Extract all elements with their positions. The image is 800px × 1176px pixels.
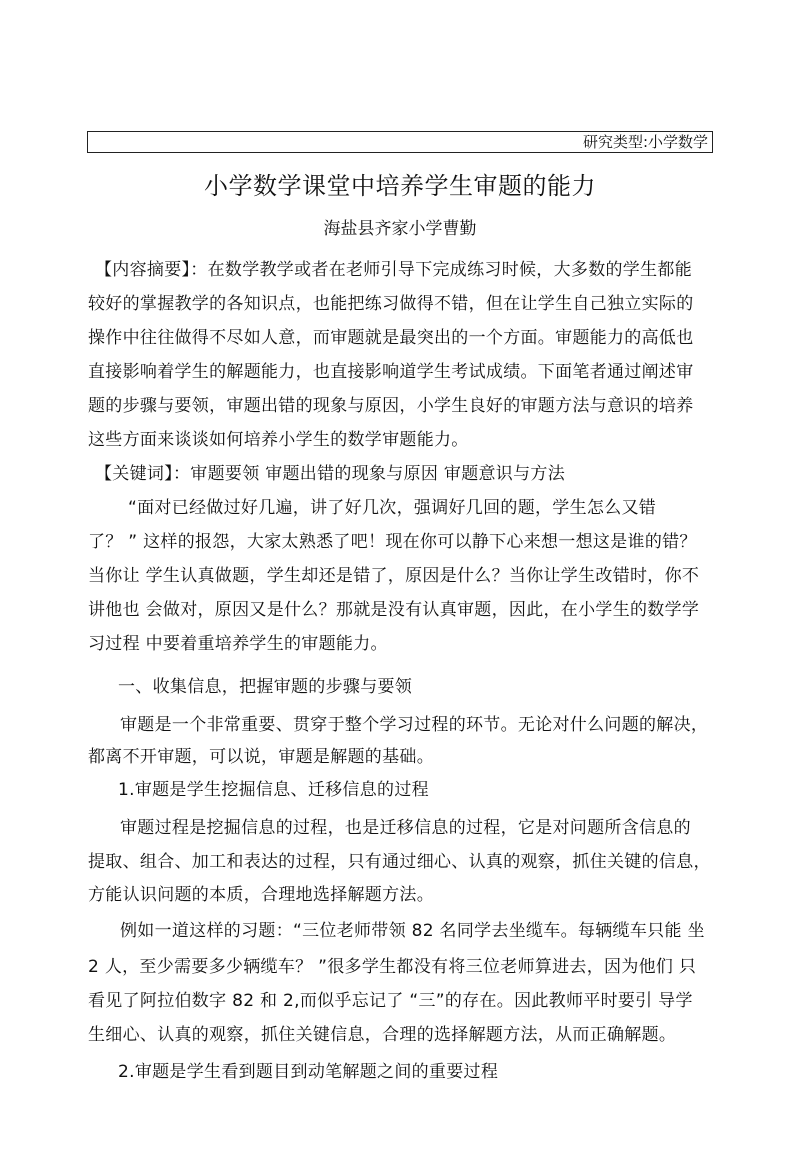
- abstract-line-5: 题的步骤与要领，审题出错的现象与原因，小学生良好的审题方法与意识的培养: [88, 396, 694, 416]
- author-line: 海盐县齐家小学曹勤: [323, 219, 477, 239]
- abstract-line-2: 较好的掌握教学的各知识点，也能把练习做得不错，但在让学生自己独立实际的: [88, 294, 694, 314]
- abstract-line-4: 直接影响着学生的解题能力，也直接影响道学生考试成绩。下面笔者通过阐述审: [88, 362, 694, 382]
- body-line-8: 审题过程是挖掘信息的过程，也是迁移信息的过程，它是对问题所含信息的: [120, 818, 691, 838]
- research-type-label: 研究类型:小学数学: [582, 133, 708, 151]
- body-line-6: 审题是一个非常重要、贯穿于整个学习过程的环节。无论对什么问题的解决，: [120, 715, 709, 735]
- body-line-1: “面对已经做过好几遍，讲了好几次，强调好几回的题，学生怎么又错: [128, 498, 657, 518]
- body-line-13: 看见了阿拉伯数字 82 和 2,而似乎忘记了 “三”的存在。因此教师平时要引 导学: [88, 991, 693, 1011]
- abstract-line-6: 这些方面来谈谈如何培养小学生的数学审题能力。: [88, 430, 469, 450]
- abstract-line-3: 操作中往往做得不尽如人意，而审题就是最突出的一个方面。审题能力的高低也: [88, 328, 694, 348]
- body-line-9: 提取、组合、加工和表达的过程，只有通过细心、认真的观察，抓住关键的信息，: [88, 852, 711, 872]
- subheading-1: 1.审题是学生挖掘信息、迁移信息的过程: [118, 780, 429, 800]
- body-line-5: 习过程 中要着重培养学生的审题能力。: [88, 634, 388, 654]
- body-line-7: 都离不开审题，可以说，审题是解题的基础。: [88, 747, 434, 767]
- body-line-2: 了？ ” 这样的报怨，大家太熟悉了吧！现在你可以静下心来想一想这是谁的错？: [88, 532, 697, 552]
- keywords-line: 【关键词】：审题要领 审题出错的现象与原因 审题意识与方法: [95, 464, 566, 484]
- body-line-10: 方能认识问题的本质，合理地选择解题方法。: [88, 885, 434, 905]
- body-line-3: 当你让 学生认真做题，学生却还是错了，原因是什么？当你让学生改错时，你不: [88, 566, 700, 586]
- abstract-line-1: 【内容摘要】：在数学教学或者在老师引导下完成练习时候，大多数的学生都能: [95, 260, 692, 280]
- subheading-2: 2.审题是学生看到题目到动笔解题之间的重要过程: [118, 1062, 499, 1082]
- page-title: 小学数学课堂中培养学生审题的能力: [204, 172, 596, 200]
- body-line-12: 2 人，至少需要多少辆缆车？ ”很多学生都没有将三位老师算进去，因为他们 只: [88, 957, 697, 977]
- section-heading-1: 一、收集信息，把握审题的步骤与要领: [118, 677, 413, 697]
- research-type-box: [87, 131, 713, 153]
- body-line-4: 讲他也 会做对，原因又是什么？那就是没有认真审题，因此，在小学生的数学学: [88, 600, 700, 620]
- body-line-11: 例如一道这样的习题：“三位老师带领 82 名同学去坐缆车。每辆缆车只能 坐: [120, 921, 705, 941]
- body-line-14: 生细心、认真的观察，抓住关键信息，合理的选择解题方法，从而正确解题。: [88, 1025, 677, 1045]
